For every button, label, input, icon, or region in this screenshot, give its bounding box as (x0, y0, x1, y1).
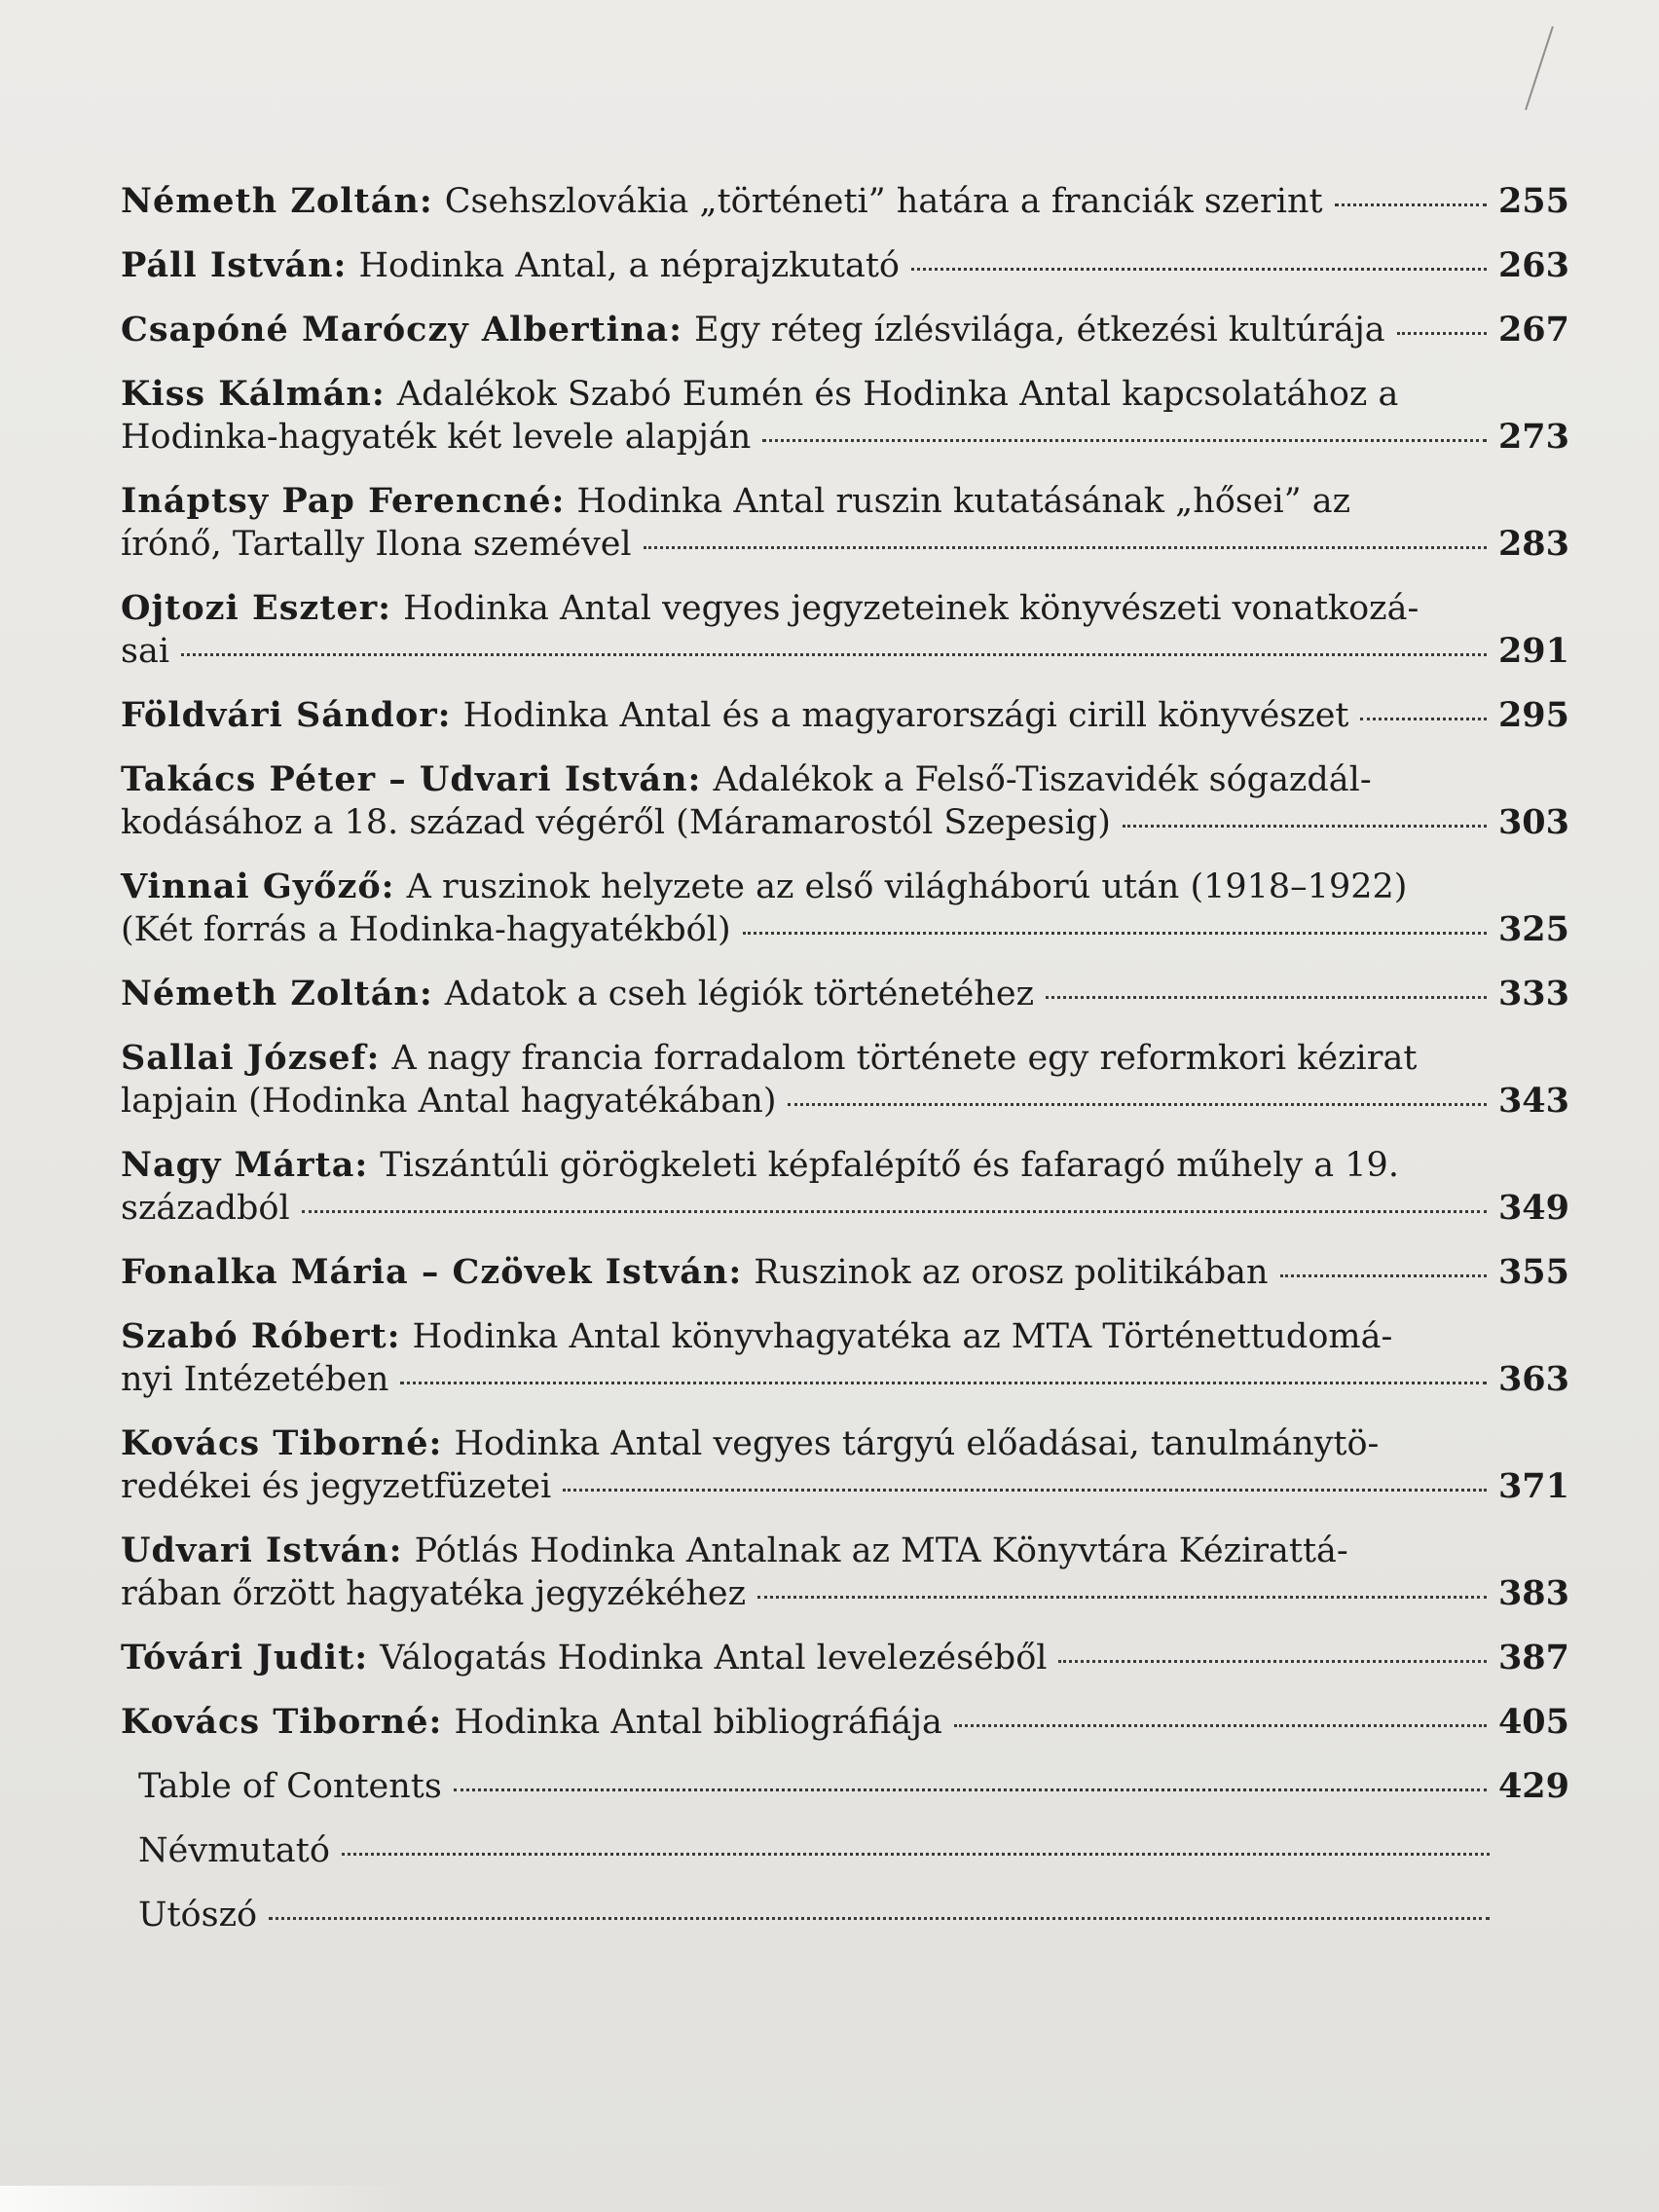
toc-title-continued: rában őrzött hagyatéka jegyzékéhez (121, 1574, 747, 1613)
toc-page-number: 283 (1497, 524, 1569, 564)
toc-author: Udvari István: (121, 1530, 403, 1570)
dot-leader (757, 1570, 1487, 1599)
toc-page-number: 405 (1497, 1702, 1569, 1742)
dot-leader (302, 1185, 1487, 1213)
pencil-mark (1525, 26, 1554, 110)
toc-entry-line (121, 1358, 1569, 1401)
entry-gap (121, 1401, 1569, 1422)
toc-title-continued: nyi Intézetében (121, 1360, 389, 1399)
toc-entry-line (121, 373, 1569, 416)
toc-title: Csehszlovákia „történeti” határa a franciák szerint (444, 182, 1323, 221)
toc-entry (121, 1144, 1569, 1230)
toc-title: Pótlás Hodinka Antalnak az MTA Könyvtára Kézirattá- (414, 1531, 1348, 1570)
entry-gap (121, 1808, 1569, 1829)
toc-author: Tóvári Judit: (121, 1638, 369, 1677)
toc-title: Egy réteg ízlésvilága, étkezési kultúrája (694, 311, 1385, 350)
dot-leader (911, 242, 1487, 271)
entry-gap (121, 1015, 1569, 1037)
toc-page-number: 355 (1497, 1252, 1569, 1292)
toc-entry (121, 1037, 1569, 1123)
entry-gap (121, 1615, 1569, 1637)
toc-title-continued: Hodinka-hagyaték két levele alapján (121, 418, 752, 457)
toc-entry-line (121, 1187, 1569, 1230)
toc-author: Ojtozi Eszter: (121, 588, 392, 628)
toc-page-number: 263 (1497, 245, 1569, 285)
toc-entry (121, 1251, 1569, 1294)
toc-title-continued: századból (121, 1189, 290, 1228)
toc-entry (121, 973, 1569, 1015)
watermark-strip (0, 2186, 409, 2212)
dot-leader (400, 1356, 1487, 1384)
toc-title: Adalékok Szabó Eumén és Hodinka Antal kapcsolatához a (396, 375, 1399, 414)
dot-leader (1335, 178, 1487, 206)
dot-leader (454, 1763, 1487, 1791)
toc-author: Ináptsy Pap Ferencné: (121, 481, 566, 521)
toc-entry-line (121, 866, 1569, 908)
toc-entry-line (121, 244, 1569, 287)
toc-entry (121, 1637, 1569, 1679)
entry-gap (121, 737, 1569, 758)
toc-page-number: 291 (1497, 631, 1569, 671)
toc-entry-line (121, 1465, 1569, 1508)
dot-leader (342, 1827, 1490, 1856)
toc-title: Hodinka Antal bibliográfiája (454, 1703, 942, 1742)
toc-page-number: 295 (1497, 695, 1569, 735)
toc-author: Páll István: (121, 245, 348, 285)
toc-title-continued: írónő, Tartally Ilona szemével (121, 525, 632, 564)
dot-leader (269, 1892, 1490, 1920)
entry-gap (121, 1230, 1569, 1251)
toc-title: Hodinka Antal ruszin kutatásának „hősei” az (576, 482, 1351, 521)
entry-gap (121, 951, 1569, 973)
toc-author: Vinnai Győző: (121, 866, 395, 906)
toc-author: Kiss Kálmán: (121, 374, 386, 414)
toc-entry-line (121, 1144, 1569, 1187)
toc-entry (121, 244, 1569, 287)
toc-entry (121, 587, 1569, 673)
toc-title: Hodinka Antal, a néprajzkutató (358, 246, 900, 285)
toc-entry-line (121, 523, 1569, 566)
toc-title: A nagy francia forradalom története egy reformkori kézirat (391, 1039, 1418, 1078)
dot-leader (644, 521, 1487, 549)
toc-title: Hodinka Antal könyvhagyatéka az MTA Történettudomá- (412, 1317, 1393, 1356)
toc-title: Hodinka Antal és a magyarországi cirill könyvészet (462, 696, 1349, 735)
entry-gap (121, 1744, 1569, 1765)
entry-gap (121, 1872, 1569, 1894)
entry-gap (121, 287, 1569, 309)
toc-page-number: 255 (1497, 181, 1569, 221)
toc-entry-line (121, 630, 1569, 673)
toc-entry (121, 758, 1569, 844)
toc-extra-line (121, 1894, 1569, 1936)
toc-page-number: 383 (1497, 1573, 1569, 1613)
toc-entry (121, 180, 1569, 223)
toc-entry (121, 1422, 1569, 1508)
toc-author: Kovács Tiborné: (121, 1423, 443, 1463)
toc-author: Fonalka Mária – Czövek István: (121, 1252, 743, 1292)
dot-leader (181, 628, 1487, 656)
toc-entry-line (121, 1422, 1569, 1465)
toc-entry (121, 1530, 1569, 1615)
toc-author: Németh Zoltán: (121, 181, 433, 221)
toc-entry (121, 309, 1569, 351)
toc-entry-line (121, 480, 1569, 523)
toc-author: Sallai József: (121, 1038, 381, 1078)
entry-gap (121, 1294, 1569, 1315)
toc-entry (121, 1315, 1569, 1401)
toc-entry-line (121, 758, 1569, 801)
toc-page-number: 343 (1497, 1081, 1569, 1121)
dot-leader (1123, 799, 1487, 828)
entry-gap (121, 844, 1569, 866)
entry-gap (121, 351, 1569, 373)
dot-leader (788, 1078, 1486, 1106)
table-of-contents (121, 180, 1569, 1936)
dot-leader (762, 414, 1487, 442)
toc-title: Ruszinok az orosz politikában (754, 1253, 1269, 1292)
toc-entry-line (121, 1080, 1569, 1123)
toc-extra-label: Névmutató (138, 1831, 330, 1870)
toc-author: Takács Péter – Udvari István: (121, 759, 702, 799)
toc-entry-line (121, 587, 1569, 630)
entry-gap (121, 566, 1569, 587)
toc-entry-line (121, 694, 1569, 737)
entry-gap (121, 1123, 1569, 1144)
toc-title: Adalékok a Felső-Tiszavidék sógazdál- (713, 760, 1372, 799)
toc-entry-line (121, 1701, 1569, 1744)
toc-entry (121, 373, 1569, 459)
dot-leader (563, 1463, 1487, 1492)
toc-page-number: 429 (1497, 1766, 1569, 1806)
toc-title: Adatok a cseh légiók történetéhez (444, 975, 1035, 1014)
toc-author: Nagy Márta: (121, 1145, 369, 1185)
toc-title: Tiszántúli görögkeleti képfalépítő és fafaragó műhely a 19. (380, 1146, 1399, 1185)
toc-entry-line (121, 1572, 1569, 1615)
toc-entry-line (121, 180, 1569, 223)
toc-entry-line (121, 973, 1569, 1015)
toc-author: Csapóné Maróczy Albertina: (121, 310, 683, 350)
toc-entry-line (121, 1637, 1569, 1679)
dot-leader (1360, 692, 1486, 720)
toc-entry (121, 866, 1569, 951)
entry-gap (121, 459, 1569, 480)
toc-page-number: 333 (1497, 974, 1569, 1014)
toc-page-number: 303 (1497, 802, 1569, 842)
toc-author: Németh Zoltán: (121, 974, 433, 1014)
toc-entry (121, 1701, 1569, 1744)
toc-entry-line (121, 309, 1569, 351)
toc-entry-line (121, 1530, 1569, 1572)
toc-entry-line (121, 416, 1569, 459)
toc-title: Hodinka Antal vegyes tárgyú előadásai, tanulmánytö- (454, 1424, 1380, 1463)
toc-title-continued: kodásához a 18. század végéről (Máramarostól Szepesig) (121, 803, 1111, 842)
toc-entry (121, 480, 1569, 566)
toc-extra-label: Table of Contents (138, 1767, 442, 1806)
dot-leader (954, 1699, 1487, 1727)
toc-title-continued: (Két forrás a Hodinka-hagyatékból) (121, 910, 731, 949)
toc-extra-line (121, 1829, 1569, 1872)
toc-entry-line (121, 801, 1569, 844)
dot-leader (1280, 1249, 1487, 1277)
toc-entry (121, 694, 1569, 737)
toc-title-continued: redékei és jegyzetfüzetei (121, 1467, 552, 1506)
toc-extra-label: Utószó (138, 1896, 258, 1935)
entry-gap (121, 1508, 1569, 1530)
entry-gap (121, 1679, 1569, 1701)
toc-title-continued: lapjain (Hodinka Antal hagyatékában) (121, 1082, 777, 1121)
toc-page-number: 387 (1497, 1638, 1569, 1677)
toc-author: Kovács Tiborné: (121, 1702, 443, 1742)
toc-page-number: 363 (1497, 1359, 1569, 1399)
toc-entry-line (121, 1315, 1569, 1358)
entry-gap (121, 673, 1569, 694)
toc-author: Földvári Sándor: (121, 695, 452, 735)
toc-author: Szabó Róbert: (121, 1316, 401, 1356)
toc-title: A ruszinok helyzete az első világháború után (1918–1922) (406, 867, 1408, 906)
toc-title: Válogatás Hodinka Antal levelezéséből (380, 1639, 1048, 1677)
dot-leader (743, 906, 1487, 935)
toc-page-number: 273 (1497, 417, 1569, 457)
toc-entry-line (121, 908, 1569, 951)
toc-page-number: 349 (1497, 1188, 1569, 1228)
toc-page-number: 267 (1497, 310, 1569, 350)
dot-leader (1046, 971, 1487, 999)
entry-gap (121, 223, 1569, 244)
toc-page-number: 325 (1497, 909, 1569, 949)
toc-entry-line (121, 1251, 1569, 1294)
toc-entry-line (121, 1037, 1569, 1080)
toc-page-number: 371 (1497, 1466, 1569, 1506)
toc-title-continued: sai (121, 632, 170, 671)
toc-extra-line (121, 1765, 1569, 1808)
toc-title: Hodinka Antal vegyes jegyzeteinek könyvészeti vonatkozá- (403, 589, 1419, 628)
dot-leader (1397, 307, 1487, 335)
dot-leader (1058, 1635, 1486, 1663)
